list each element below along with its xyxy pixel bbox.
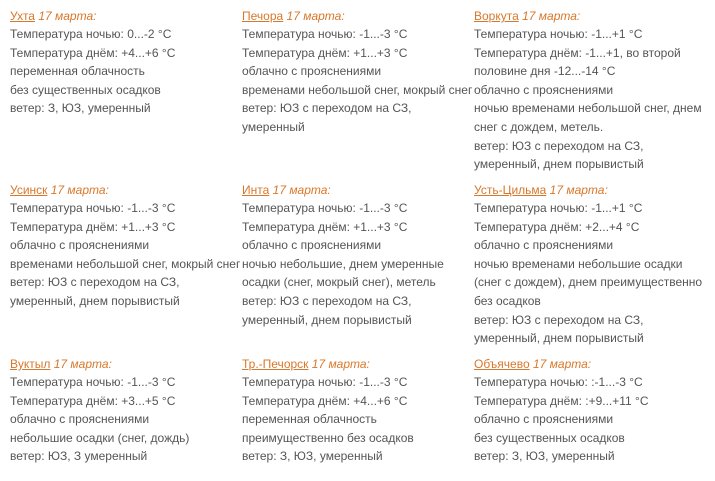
wind-continued: умеренный, днем порывистый	[10, 293, 180, 308]
precipitation: небольшие осадки (снег, дождь)	[10, 430, 190, 445]
forecast-card-inta	[242, 181, 474, 329]
wind: ветер: З, ЮЗ, умеренный	[474, 449, 615, 464]
city-link[interactable]: Инта	[242, 183, 270, 197]
city-link[interactable]: Ухта	[10, 9, 35, 23]
cloudiness: облачно с прояснениями	[10, 412, 150, 427]
forecast-card-vuktyl	[10, 355, 242, 466]
day-temperature: Температура днём: +2...+4 °C	[474, 219, 640, 234]
night-temperature: Температура ночью: 0...-2 °C	[10, 27, 172, 41]
forecast-card-tr-pechorsk	[242, 355, 474, 466]
forecast-card-obyachevo	[474, 355, 706, 466]
night-temperature: Температура ночью: -1...-3 °C	[242, 27, 408, 41]
card-heading	[10, 355, 242, 373]
card-heading	[10, 7, 242, 25]
city-link[interactable]: Воркута	[474, 9, 519, 23]
forecast-card-vorkuta	[474, 7, 706, 174]
wind: ветер: З, ЮЗ, умеренный	[242, 449, 383, 464]
precipitation-continued-2: без осадков	[474, 293, 541, 308]
cloudiness: облачно с прояснениями	[474, 82, 614, 97]
night-temperature: Температура ночью: -1...+1 °C	[474, 27, 643, 41]
night-temperature: Температура ночью: -1...-3 °C	[10, 375, 176, 389]
card-heading	[242, 7, 474, 25]
precipitation: ночью временами небольшие осадки	[474, 256, 683, 271]
precipitation: ночью небольшие, днем умеренные	[242, 256, 444, 271]
card-heading	[242, 181, 474, 199]
wind: ветер: ЮЗ, З умеренный	[10, 449, 148, 464]
wind-continued: умеренный, днем порывистый	[242, 312, 412, 327]
wind: ветер: З, ЮЗ, умеренный	[10, 101, 151, 116]
cloudiness: облачно с прояснениями	[10, 238, 150, 253]
wind: ветер: ЮЗ с переходом на СЗ,	[242, 101, 412, 116]
city-link[interactable]: Усинск	[10, 183, 48, 197]
cloudiness: переменная облачность	[10, 64, 145, 79]
precipitation: временами небольшой снег, мокрый снег	[10, 256, 241, 271]
precipitation: без существенных осадков	[10, 82, 161, 97]
cloudiness: облачно с прояснениями	[474, 412, 614, 427]
forecast-card-ukhta	[10, 7, 242, 118]
night-temperature: Температура ночью: -1...-3 °C	[242, 201, 408, 215]
wind: ветер: ЮЗ с переходом на СЗ,	[242, 293, 412, 308]
precipitation: ночью временами небольшой снег, днем	[474, 101, 702, 116]
precipitation-continued: осадки (снег, мокрый снег), метель	[242, 275, 436, 290]
forecast-date: 17 марта:	[38, 9, 97, 23]
city-link[interactable]: Объячево	[474, 357, 530, 371]
day-temperature: Температура днём: +3...+5 °C	[10, 393, 176, 408]
precipitation: преимущественно без осадков	[242, 430, 414, 445]
wind-continued: умеренный	[242, 119, 305, 134]
day-temperature-continued: половине дня -12...-14 °C	[474, 64, 616, 79]
cloudiness: облачно с прояснениями	[242, 64, 382, 79]
forecast-date: 17 марта:	[522, 9, 581, 23]
forecast-date: 17 марта:	[53, 357, 112, 371]
wind: ветер: ЮЗ с переходом на СЗ,	[474, 138, 644, 153]
forecast-date: 17 марта:	[286, 9, 345, 23]
forecast-date: 17 марта:	[549, 183, 608, 197]
forecast-date: 17 марта:	[272, 183, 331, 197]
city-link[interactable]: Усть-Цильма	[474, 183, 547, 197]
card-heading	[242, 355, 474, 373]
day-temperature: Температура днём: -1...+1, во второй	[474, 45, 681, 60]
day-temperature: Температура днём: +4...+6 °C	[242, 393, 408, 408]
wind: ветер: ЮЗ с переходом на СЗ,	[10, 275, 180, 290]
card-heading	[474, 181, 706, 199]
forecast-card-usinsk	[10, 181, 242, 311]
day-temperature: Температура днём: +1...+3 °C	[10, 219, 176, 234]
forecast-date: 17 марта:	[533, 357, 592, 371]
city-link[interactable]: Тр.-Печорск	[242, 357, 309, 371]
cloudiness: переменная облачность	[242, 412, 377, 427]
day-temperature: Температура днём: +4...+6 °C	[10, 45, 176, 60]
forecast-date: 17 марта:	[50, 183, 109, 197]
day-temperature: Температура днём: :+9...+11 °C	[474, 393, 649, 408]
night-temperature: Температура ночью: -1...-3 °C	[242, 375, 408, 389]
night-temperature: Температура ночью: :-1...-3 °C	[474, 375, 643, 389]
precipitation: без существенных осадков	[474, 430, 625, 445]
forecast-card-pechora	[242, 7, 474, 137]
cloudiness: облачно с прояснениями	[474, 238, 614, 253]
night-temperature: Температура ночью: -1...-3 °C	[10, 201, 176, 215]
night-temperature: Температура ночью: -1...+1 °C	[474, 201, 643, 215]
card-heading	[474, 355, 706, 373]
day-temperature: Температура днём: +1...+3 °C	[242, 45, 408, 60]
forecast-card-ust-tsilma	[474, 181, 706, 348]
wind-continued: умеренный, днем порывистый	[474, 331, 644, 346]
cloudiness: облачно с прояснениями	[242, 238, 382, 253]
forecast-date: 17 марта:	[311, 357, 370, 371]
card-heading	[474, 7, 706, 25]
wind: ветер: ЮЗ с переходом на СЗ,	[474, 312, 644, 327]
city-link[interactable]: Печора	[242, 9, 284, 23]
wind-continued: умеренный, днем порывистый	[474, 157, 644, 172]
precipitation: временами небольшой снег, мокрый снег	[242, 82, 473, 97]
city-link[interactable]: Вуктыл	[10, 357, 51, 371]
precipitation-continued: (снег с дождем), днем преимущественно	[474, 275, 703, 290]
precipitation-continued: снег с дождем, метель.	[474, 119, 604, 134]
card-heading	[10, 181, 242, 199]
day-temperature: Температура днём: +1...+3 °C	[242, 219, 408, 234]
